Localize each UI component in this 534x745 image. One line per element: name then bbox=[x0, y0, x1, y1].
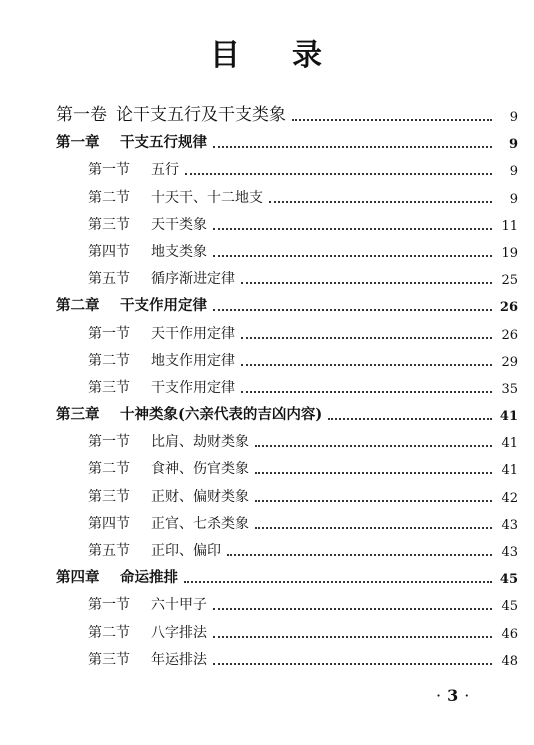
toc-entry-label bbox=[56, 377, 235, 397]
toc-page-number: 29 bbox=[501, 354, 518, 370]
toc-entry-label bbox=[56, 622, 207, 642]
toc-page-number: 9 bbox=[509, 164, 518, 180]
toc-entry-number: 第一卷 bbox=[56, 105, 107, 125]
toc-entry-label bbox=[56, 268, 235, 288]
toc-dot-leader bbox=[241, 391, 492, 393]
toc-entry-label bbox=[56, 159, 179, 179]
toc-page-number: 11 bbox=[501, 218, 518, 234]
toc-entry-section[interactable] bbox=[56, 642, 518, 669]
toc-entry-section[interactable] bbox=[56, 179, 518, 206]
toc-dot-leader bbox=[255, 500, 492, 502]
toc-page-number: 43 bbox=[501, 545, 518, 560]
toc-page-number: 41 bbox=[501, 463, 518, 479]
toc-entry-number: 第五节 bbox=[88, 543, 130, 559]
toc-dot-leader bbox=[213, 228, 492, 230]
toc-dot-leader bbox=[184, 581, 492, 583]
toc-page-number: 41 bbox=[499, 409, 518, 425]
toc-dot-leader bbox=[227, 554, 492, 556]
toc-dot-leader bbox=[241, 282, 492, 284]
toc-page-number: 43 bbox=[501, 517, 518, 533]
toc-entry-label bbox=[56, 403, 322, 424]
toc-entry-number: 第三节 bbox=[88, 216, 130, 233]
toc-page-number: 26 bbox=[499, 300, 518, 316]
toc-entry-number: 第一节 bbox=[88, 325, 130, 342]
toc-dot-leader bbox=[213, 608, 492, 610]
toc-page-number: 26 bbox=[501, 327, 518, 343]
toc-entry-number: 第二章 bbox=[56, 297, 100, 315]
toc-entry-title: 干支作用定律 bbox=[120, 297, 207, 315]
toc-entry-section[interactable] bbox=[56, 370, 518, 397]
toc-dot-leader bbox=[292, 119, 492, 121]
toc-entry-number: 第三节 bbox=[88, 488, 130, 505]
toc-entry-chapter[interactable] bbox=[56, 397, 518, 424]
toc-entry-label bbox=[56, 131, 207, 152]
toc-page-number: 45 bbox=[499, 572, 518, 588]
toc-page-number: 41 bbox=[501, 436, 518, 452]
toc-entry-label bbox=[56, 649, 207, 669]
toc-dot-leader bbox=[213, 663, 492, 665]
toc-entry-number: 第一节 bbox=[88, 162, 130, 179]
toc-entry-title: 天干类象 bbox=[151, 216, 207, 233]
toc-entry-title: 干支五行规律 bbox=[120, 134, 207, 152]
toc-entry-title: 正官、七杀类象 bbox=[151, 515, 249, 532]
toc-entry-section[interactable] bbox=[56, 478, 518, 505]
page-title bbox=[0, 30, 534, 74]
toc-page-number: 9 bbox=[509, 110, 518, 125]
toc-entry-label bbox=[56, 214, 207, 234]
toc-entry-label bbox=[56, 100, 286, 125]
toc-entry-title: 十神类象(六亲代表的吉凶内容) bbox=[120, 406, 323, 424]
toc-entry-section[interactable] bbox=[56, 587, 518, 614]
toc-entry-title: 地支作用定律 bbox=[151, 352, 235, 369]
toc-dot-leader bbox=[241, 364, 492, 366]
toc-entry-section[interactable] bbox=[56, 614, 518, 641]
toc-page-number: 25 bbox=[501, 273, 518, 289]
toc-entry-title: 正印、偏印 bbox=[151, 543, 221, 559]
toc-page-number: 9 bbox=[508, 137, 518, 153]
toc-entry-section[interactable] bbox=[56, 207, 518, 234]
toc-entry-section[interactable] bbox=[56, 234, 518, 261]
toc-entry-label bbox=[56, 294, 207, 315]
toc-entry-number: 第二节 bbox=[88, 461, 130, 478]
toc-page-number: 9 bbox=[509, 191, 518, 207]
toc-entry-label bbox=[56, 486, 249, 506]
toc-entry-title: 命运推排 bbox=[120, 569, 178, 587]
toc-entry-number: 第四章 bbox=[56, 569, 100, 587]
toc-entry-number: 第四节 bbox=[88, 515, 130, 532]
toc-entry-label bbox=[56, 241, 207, 261]
footer-dot-left: · bbox=[436, 686, 442, 705]
toc-dot-leader bbox=[269, 201, 492, 203]
toc-entry-title: 正财、偏财类象 bbox=[151, 488, 249, 505]
toc-entry-number: 第二节 bbox=[88, 624, 130, 641]
toc-entry-title: 六十甲子 bbox=[151, 597, 207, 614]
toc-entry-title: 八字排法 bbox=[151, 624, 207, 641]
toc-entry-label bbox=[56, 187, 263, 207]
toc-dot-leader bbox=[241, 337, 492, 339]
toc-dot-leader bbox=[213, 309, 492, 311]
toc-entry-section[interactable] bbox=[56, 533, 518, 560]
toc-page-number: 19 bbox=[501, 245, 518, 261]
toc-entry-section[interactable] bbox=[56, 152, 518, 179]
toc-entry-label bbox=[56, 350, 235, 370]
toc-entry-number: 第四节 bbox=[88, 243, 130, 260]
title-char-2: 录 bbox=[292, 38, 324, 73]
toc-page-number: 42 bbox=[501, 490, 518, 506]
toc-dot-leader bbox=[213, 146, 492, 148]
toc-entry-title: 五行 bbox=[151, 162, 179, 179]
toc-entry-label bbox=[56, 458, 249, 478]
page-footer bbox=[430, 686, 475, 705]
toc-entry-title: 干支作用定律 bbox=[151, 379, 235, 396]
toc-entry-section[interactable] bbox=[56, 343, 518, 370]
toc-entry-label bbox=[56, 594, 207, 614]
toc-page-number: 48 bbox=[501, 653, 518, 669]
toc-page-number: 46 bbox=[501, 626, 518, 642]
toc-entry-label bbox=[56, 540, 221, 560]
toc-entry-title: 十天干、十二地支 bbox=[151, 189, 263, 206]
toc-entry-number: 第一章 bbox=[56, 134, 100, 152]
title-char-1: 目 bbox=[210, 38, 242, 73]
toc-entry-title: 循序渐进定律 bbox=[151, 271, 235, 288]
toc-entry-section[interactable] bbox=[56, 424, 518, 451]
toc-entry-chapter[interactable] bbox=[56, 125, 518, 152]
toc-dot-leader bbox=[213, 255, 492, 257]
toc-entry-label bbox=[56, 513, 249, 533]
toc-entry-number: 第三节 bbox=[88, 379, 130, 396]
toc-dot-leader bbox=[255, 472, 492, 474]
toc-entry-chapter[interactable] bbox=[56, 288, 518, 315]
toc-entry-volume[interactable] bbox=[56, 95, 518, 125]
toc-entry-title: 天干作用定律 bbox=[151, 325, 235, 342]
toc-entry-number: 第二节 bbox=[88, 352, 130, 369]
toc-entry-section[interactable] bbox=[56, 261, 518, 288]
toc-entry-number: 第二节 bbox=[88, 189, 130, 206]
toc-entry-section[interactable] bbox=[56, 506, 518, 533]
toc-entry-title: 食神、伤官类象 bbox=[151, 461, 249, 478]
footer-page-number: 3 bbox=[447, 686, 459, 705]
toc-entry-number: 第三章 bbox=[56, 406, 100, 424]
toc-dot-leader bbox=[185, 173, 492, 175]
toc-entry-number: 第三节 bbox=[88, 651, 130, 668]
toc-entry-section[interactable] bbox=[56, 451, 518, 478]
toc-dot-leader bbox=[255, 527, 492, 529]
toc-entry-label bbox=[56, 566, 178, 587]
table-of-contents bbox=[56, 95, 518, 669]
toc-entry-label bbox=[56, 431, 249, 451]
toc-dot-leader bbox=[328, 418, 492, 420]
toc-entry-title: 论干支五行及干支类象 bbox=[116, 105, 286, 125]
toc-entry-label bbox=[56, 323, 235, 343]
toc-entry-title: 地支类象 bbox=[151, 243, 207, 260]
toc-entry-title: 年运排法 bbox=[151, 651, 207, 668]
toc-entry-number: 第一节 bbox=[88, 597, 130, 614]
toc-entry-chapter[interactable] bbox=[56, 560, 518, 587]
toc-entry-section[interactable] bbox=[56, 315, 518, 342]
toc-dot-leader bbox=[255, 445, 492, 447]
toc-dot-leader bbox=[213, 636, 492, 638]
toc-entry-number: 第五节 bbox=[88, 271, 130, 288]
footer-dot-right: · bbox=[464, 686, 470, 705]
toc-page-number: 35 bbox=[501, 381, 518, 397]
toc-entry-title: 比肩、劫财类象 bbox=[151, 434, 249, 451]
toc-page-number: 45 bbox=[501, 599, 518, 615]
toc-entry-number: 第一节 bbox=[88, 434, 130, 451]
